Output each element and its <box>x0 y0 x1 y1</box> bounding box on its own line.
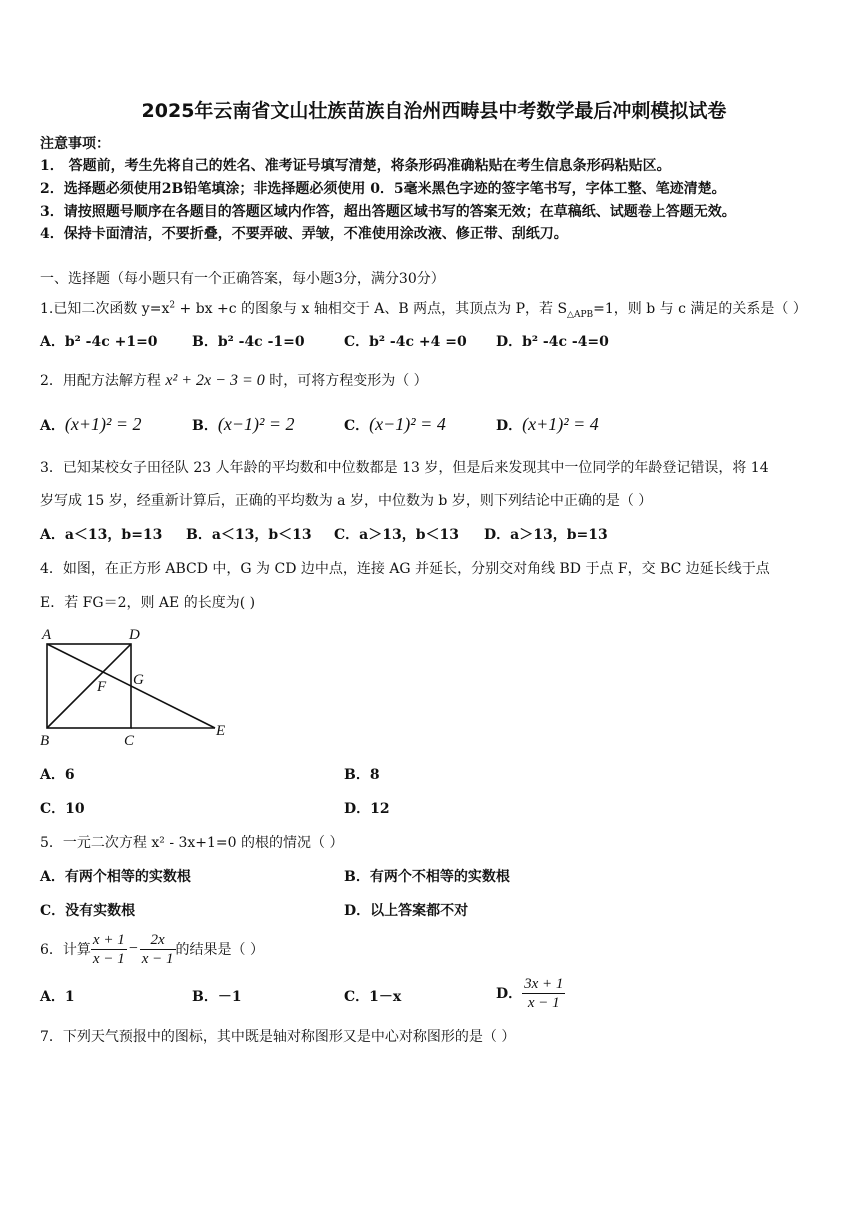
notice-item: 2．选择题必须使用2B铅笔填涂；非选择题必须使用 0．5毫米黑色字迹的签字笔书写，字体工整、笔迹清楚。 <box>40 181 726 197</box>
label-e: E <box>216 723 226 739</box>
question-1-stem: 1.已知二次函数 $y=x^2$ + bx +c 的图象与 x 轴相交于 A、B 两点，其顶点为 P，若 $S_{\triangle APB}=1$，则 b 与 c 满足的关系是（ ） <box>40 300 807 320</box>
q2-option-b[interactable]: B．(x−1)² = 2 <box>192 414 295 434</box>
question-4-line: 4．如图，在正方形 ABCD 中，G 为 CD 边中点，连接 AG 并延长，分别交对角线 BD 于点 F，交 BC 边延长线于点 <box>40 561 770 577</box>
section-heading: 一、选择题（每小题只有一个正确答案，每小题3分，满分30分） <box>40 271 445 287</box>
label-b: B <box>40 733 50 749</box>
notice-item: 4．保持卡面清洁，不要折叠，不要弄破、弄皱，不准使用涂改液、修正带、刮纸刀。 <box>40 226 568 242</box>
q6-option-c[interactable]: C．1－x <box>344 989 402 1005</box>
q4-option-c[interactable]: C．10 <box>40 801 85 817</box>
notice-heading: 注意事项： <box>40 136 110 152</box>
q2-option-a[interactable]: A．(x+1)² = 2 <box>40 414 142 434</box>
question-5-stem: 5．一元二次方程 x² - 3x+1=0 的根的情况（ ） <box>40 835 344 851</box>
q5-option-c[interactable]: C．没有实数根 <box>40 903 136 919</box>
question-3-line: 3．已知某校女子田径队 23 人年龄的平均数和中位数都是 13 岁，但是后来发现其中一位同学的年龄登记错误，将 14 <box>40 460 769 476</box>
q1-option-c[interactable]: C．b² -4c +4 =0 <box>344 334 467 350</box>
question-4-line: E．若 FG＝2，则 AE 的长度为( ) <box>40 595 256 611</box>
question-6-stem: 6．计算 $\frac{x + 1}{x - 1}$ − $\frac{2x}{x - 1}$ 的结果是（ ） <box>40 931 264 967</box>
question-7-stem: 7．下列天气预报中的图标，其中既是轴对称图形又是中心对称图形的是（ ） <box>40 1029 516 1045</box>
q2-option-c[interactable]: C．(x−1)² = 4 <box>344 414 446 434</box>
fraction: $\frac{x + 1}{x - 1}$ <box>92 931 125 967</box>
notice-item: 3．请按照题号顺序在各题目的答题区域内作答，超出答题区域书写的答案无效；在草稿纸、试题卷上答题无效。 <box>40 204 736 220</box>
q3-option-c[interactable]: C．a＞13，b＜13 <box>334 527 459 543</box>
q1-option-d[interactable]: D．b² -4c -4=0 <box>496 334 609 350</box>
notice-item: 1． 答题前，考生先将自己的姓名、准考证号填写清楚，将条形码准确粘贴在考生信息条形码粘贴区。 <box>40 158 671 174</box>
label-d: D <box>129 627 140 643</box>
diagonal-bd <box>47 644 131 728</box>
q1-option-b[interactable]: B．b² -4c -1=0 <box>192 334 305 350</box>
q5-option-d[interactable]: D．以上答案都不对 <box>344 903 469 919</box>
label-c: C <box>124 733 135 749</box>
fraction: $\frac{2x}{x - 1}$ <box>141 931 174 967</box>
label-g: G <box>133 672 144 688</box>
q6-option-d[interactable]: D． $\frac{3x + 1}{x - 1}$ <box>496 975 564 1011</box>
q6-option-b[interactable]: B．－1 <box>192 989 242 1005</box>
question-3-line: 岁写成 15 岁，经重新计算后，正确的平均数为 a 岁，中位数为 b 岁，则下列结论中正确的是（ ） <box>40 493 653 509</box>
q5-option-b[interactable]: B．有两个不相等的实数根 <box>344 869 510 885</box>
q1-option-a[interactable]: A．b² -4c +1=0 <box>40 334 158 350</box>
q4-option-d[interactable]: D．12 <box>344 801 390 817</box>
q5-option-a[interactable]: A．有两个相等的实数根 <box>40 869 191 885</box>
label-a: A <box>42 627 52 643</box>
q2-option-d[interactable]: D．(x+1)² = 4 <box>496 414 599 434</box>
page-title: 2025年云南省文山壮族苗族自治州西畴县中考数学最后冲刺模拟试卷 <box>141 100 727 122</box>
q4-option-a[interactable]: A．6 <box>40 767 75 783</box>
square-figure <box>36 622 236 750</box>
q3-option-d[interactable]: D．a＞13，b=13 <box>484 527 608 543</box>
q6-option-a[interactable]: A．1 <box>40 989 75 1005</box>
q4-option-b[interactable]: B．8 <box>344 767 380 783</box>
q3-option-b[interactable]: B．a＜13，b＜13 <box>186 527 312 543</box>
label-f: F <box>97 679 107 695</box>
q3-option-a[interactable]: A．a＜13，b=13 <box>40 527 163 543</box>
question-2-stem: 2．用配方法解方程 x² + 2x − 3 = 0 时，可将方程变形为（ ） <box>40 372 428 389</box>
